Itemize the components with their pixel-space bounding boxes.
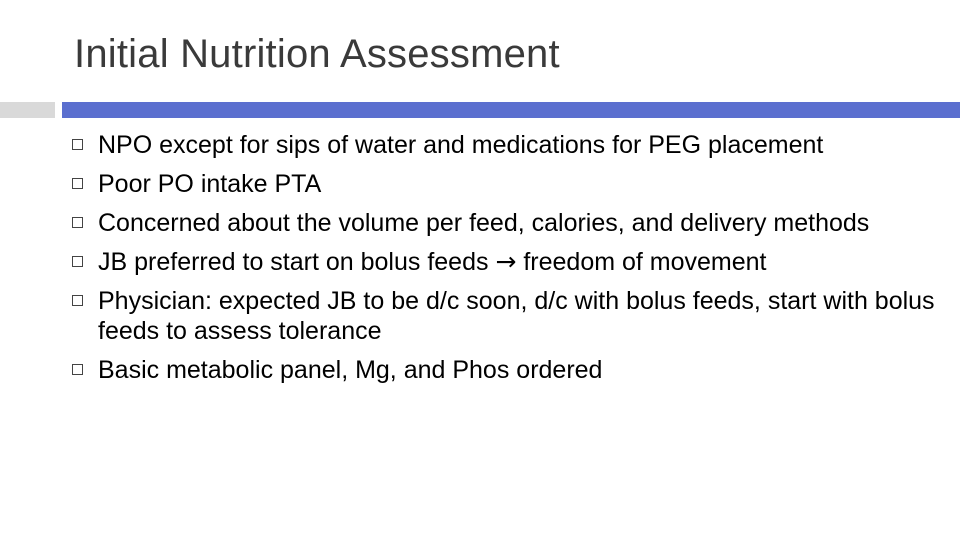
bullet-square-icon [72,295,83,306]
bullet-square-icon [72,178,83,189]
bullet-text-before: JB preferred to start on bolus feeds [98,248,496,276]
bullet-item [70,169,950,199]
bullet-item [70,355,950,385]
bullet-item [70,130,950,160]
bullet-text: Poor PO intake PTA [98,170,322,198]
bullet-square-icon [72,217,83,228]
bullet-square-icon [72,256,83,267]
bullet-text: Physician: expected JB to be d/c soon, d/c with bolus feeds, start with bolus feeds to assess tolerance [98,287,935,345]
bullet-list [70,130,950,394]
bullet-square-icon [72,364,83,375]
bullet-item [70,286,950,346]
bullet-text: NPO except for sips of water and medications for PEG placement [98,131,824,159]
bullet-square-icon [72,139,83,150]
bullet-item [70,247,950,277]
title-underline-left [0,102,55,118]
bullet-text: Concerned about the volume per feed, calories, and delivery methods [98,209,870,237]
bullet-text-after: freedom of movement [516,248,767,276]
bullet-text: Basic metabolic panel, Mg, and Phos ordered [98,356,603,384]
title-underline-accent [62,102,960,118]
bullet-item [70,208,950,238]
slide-title: Initial Nutrition Assessment [74,32,560,76]
right-arrow-icon: → [495,247,517,276]
